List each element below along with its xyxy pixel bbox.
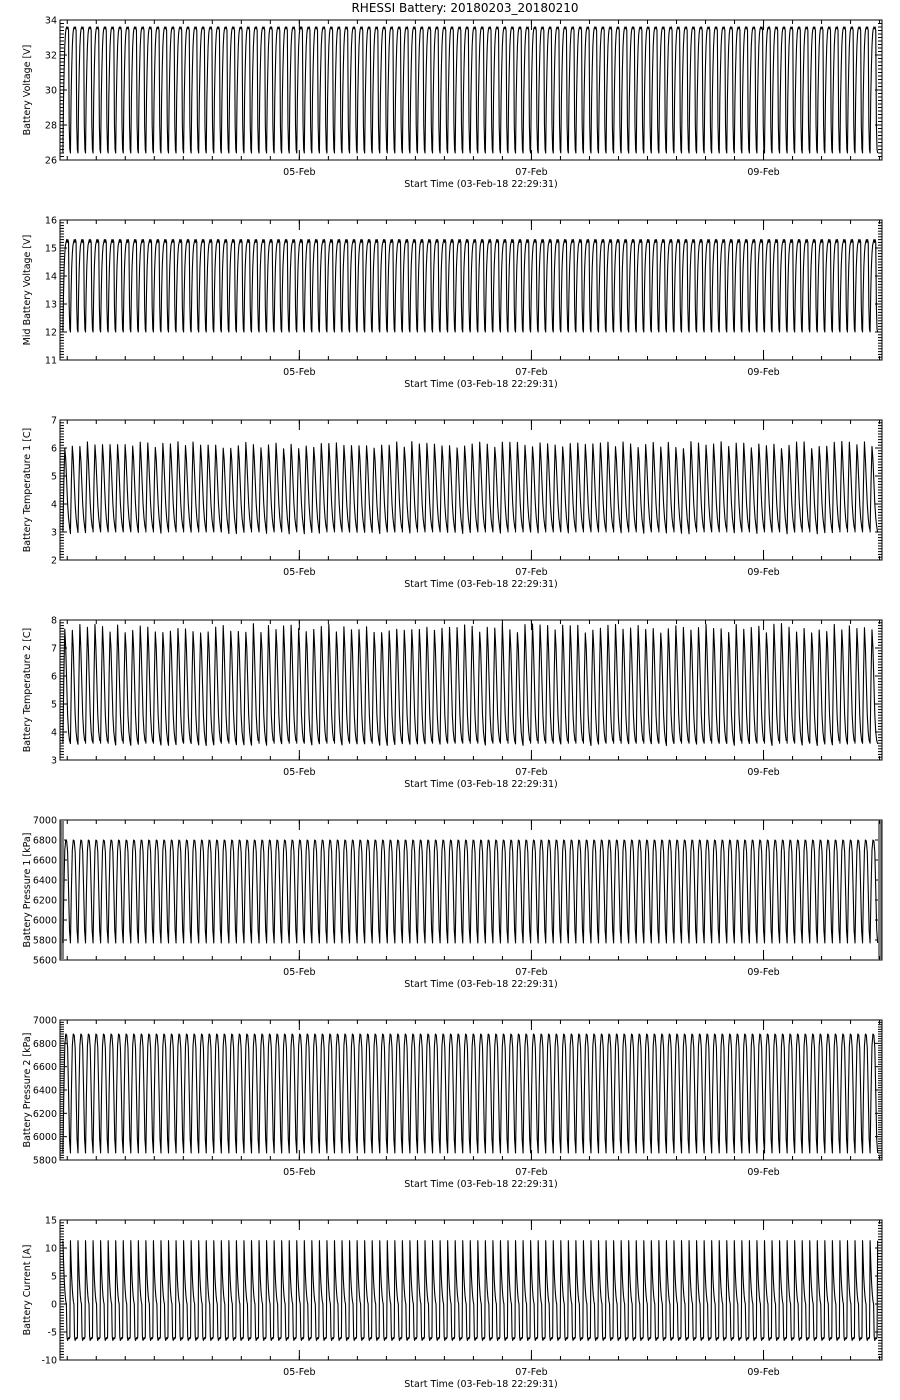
y-tick-label: 30 [44,85,57,97]
x-tick-label: 05-Feb [283,767,316,778]
x-tick-label: 09-Feb [747,1167,780,1178]
x-tick-label: 09-Feb [747,567,780,578]
y-tick-label: 5800 [32,935,57,947]
y-tick-label: 26 [44,155,57,167]
y-tick-label: 6000 [32,1132,57,1144]
x-tick-label: 05-Feb [283,167,316,178]
x-tick-label: 05-Feb [283,567,316,578]
y-tick-label: 8 [50,615,57,627]
x-tick-label: 07-Feb [515,767,548,778]
y-tick-label: 10 [44,1243,57,1255]
x-tick-label: 09-Feb [747,767,780,778]
panels-container [22,16,882,1391]
y-tick-label: 5 [50,699,57,711]
x-tick-label: 05-Feb [283,1167,316,1178]
x-tick-label: 09-Feb [747,967,780,978]
y-tick-label: 2 [50,555,57,567]
x-tick-label: 05-Feb [283,367,316,378]
y-tick-label: 6600 [32,855,57,867]
x-axis-label: Start Time (03-Feb-18 22:29:31) [404,379,558,390]
y-axis-label: Mid Battery Voltage [V] [22,234,33,346]
x-tick-label: 05-Feb [283,1367,316,1378]
y-tick-label: 4 [50,499,57,511]
y-tick-label: 3 [50,527,57,539]
y-tick-label: 6800 [32,835,57,847]
x-tick-label: 09-Feb [747,167,780,178]
panel-7 [22,1216,882,1391]
x-tick-label: 05-Feb [283,967,316,978]
y-tick-label: 5800 [32,1155,57,1167]
series-line [63,624,878,746]
series-line [63,1034,878,1153]
y-tick-label: 6 [50,671,57,683]
y-tick-label: -10 [41,1355,57,1367]
y-tick-label: 14 [44,271,57,283]
x-axis-label: Start Time (03-Feb-18 22:29:31) [404,579,558,590]
y-tick-label: 7000 [32,1015,57,1027]
x-axis-label: Start Time (03-Feb-18 22:29:31) [404,179,558,190]
y-tick-label: 15 [44,243,57,255]
y-tick-label: 28 [44,120,57,132]
y-tick-label: 13 [44,299,57,311]
y-tick-label: 15 [44,1215,57,1227]
series-line [63,240,878,332]
x-tick-label: 07-Feb [515,967,548,978]
series-line [63,840,878,943]
y-axis-label: Battery Pressure 1 [kPa] [22,832,33,948]
y-tick-label: 0 [50,1299,57,1311]
series-line [63,27,878,153]
y-tick-label: 11 [44,355,57,367]
y-tick-label: 3 [50,755,57,767]
y-tick-label: 32 [44,50,57,62]
x-axis-label: Start Time (03-Feb-18 22:29:31) [404,979,558,990]
y-tick-label: 6200 [32,1108,57,1120]
panel-2 [22,216,882,391]
y-axis-label: Battery Temperature 1 [C] [22,427,33,553]
panel-6 [22,1016,882,1191]
panel-1 [22,16,882,191]
y-tick-label: 12 [44,327,57,339]
panel-4 [22,616,882,791]
x-axis-label: Start Time (03-Feb-18 22:29:31) [404,1379,558,1390]
y-tick-label: 7000 [32,815,57,827]
x-tick-label: 07-Feb [515,567,548,578]
y-axis-label: Battery Temperature 2 [C] [22,627,33,753]
y-tick-label: 6400 [32,875,57,887]
x-tick-label: 07-Feb [515,1167,548,1178]
x-axis-label: Start Time (03-Feb-18 22:29:31) [404,1179,558,1190]
x-tick-label: 09-Feb [747,1367,780,1378]
y-tick-label: 7 [50,415,57,427]
y-tick-label: 6600 [32,1062,57,1074]
y-tick-label: 5 [50,1271,57,1283]
x-axis-label: Start Time (03-Feb-18 22:29:31) [404,779,558,790]
panel-5 [22,816,882,991]
x-tick-label: 07-Feb [515,367,548,378]
series-line [63,1241,878,1341]
y-tick-label: 6400 [32,1085,57,1097]
figure-title: RHESSI Battery: 20180203_20180210 [351,1,579,15]
x-tick-label: 07-Feb [515,167,548,178]
y-tick-label: 34 [44,15,57,27]
x-tick-label: 09-Feb [747,367,780,378]
y-axis-label: Battery Current [A] [22,1244,33,1336]
y-tick-label: 16 [44,215,57,227]
y-tick-label: 4 [50,727,57,739]
panel-3 [22,416,882,591]
y-tick-label: 6000 [32,915,57,927]
y-tick-label: 5600 [32,955,57,967]
y-tick-label: 6 [50,443,57,455]
y-tick-label: -5 [47,1327,57,1339]
x-tick-label: 07-Feb [515,1367,548,1378]
series-line [63,442,878,534]
y-axis-label: Battery Pressure 2 [kPa] [22,1032,33,1148]
y-axis-label: Battery Voltage [V] [22,44,33,136]
y-tick-label: 6200 [32,895,57,907]
y-tick-label: 6800 [32,1038,57,1050]
y-tick-label: 7 [50,643,57,655]
y-tick-label: 5 [50,471,57,483]
